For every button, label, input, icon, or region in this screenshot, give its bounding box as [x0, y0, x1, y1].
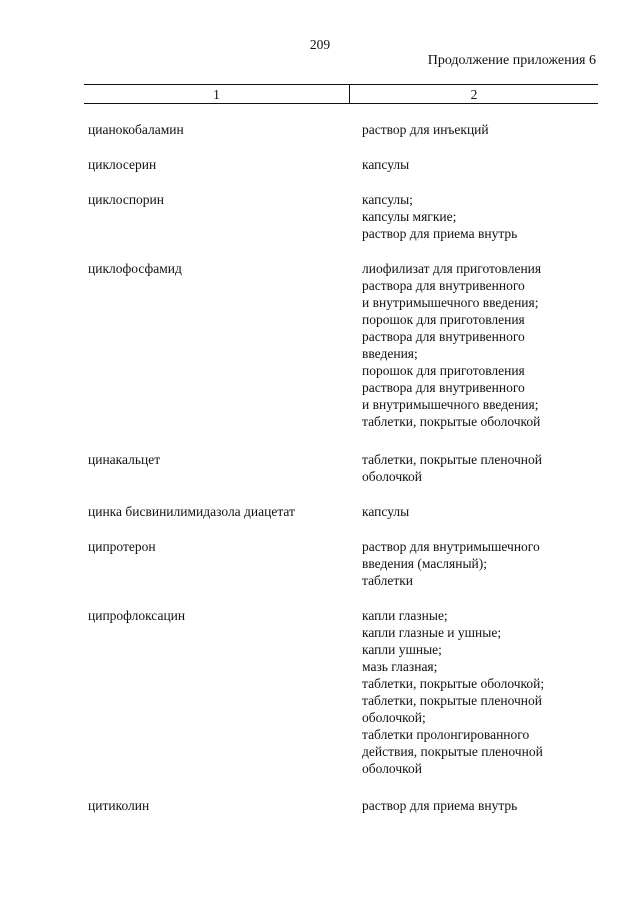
- dosage-forms: [362, 451, 612, 485]
- dosage-form-line: таблетки, покрытые оболочкой: [362, 414, 541, 429]
- dosage-form-line: капсулы;: [362, 192, 413, 207]
- dosage-form-line: раствора для внутривенного: [362, 329, 525, 344]
- dosage-forms: [362, 797, 612, 814]
- drug-name: ципрофлоксацин: [88, 608, 186, 623]
- dosage-form-line: таблетки, покрытые оболочкой;: [362, 676, 545, 691]
- dosage-form-line: раствор для приема внутрь: [362, 226, 518, 241]
- drug-name: цинакальцет: [88, 452, 161, 467]
- dosage-form-line: и внутримышечного введения;: [362, 397, 539, 412]
- dosage-form-line: оболочкой: [362, 469, 422, 484]
- dosage-form-line: и внутримышечного введения;: [362, 295, 539, 310]
- drug-name: цинка бисвинилимидазола диацетат: [88, 504, 295, 519]
- dosage-form-line: капсулы мягкие;: [362, 209, 457, 224]
- header-cell-2: 2: [470, 87, 478, 102]
- dosage-forms: [362, 121, 612, 138]
- dosage-forms: [362, 191, 612, 242]
- dosage-form-line: порошок для приготовления: [362, 312, 525, 327]
- dosage-form-line: оболочкой;: [362, 710, 426, 725]
- dosage-form-line: раствора для внутривенного: [362, 380, 525, 395]
- dosage-form-line: лиофилизат для приготовления: [362, 261, 542, 276]
- dosage-form-line: раствор для приема внутрь: [362, 798, 518, 813]
- header-cell-1: 1: [213, 87, 220, 102]
- dosage-form-line: капсулы: [362, 157, 410, 172]
- dosage-form-line: порошок для приготовления: [362, 363, 525, 378]
- dosage-form-line: оболочкой: [362, 761, 422, 776]
- dosage-forms: [362, 156, 612, 173]
- dosage-form-line: раствора для внутривенного: [362, 278, 525, 293]
- dosage-form-line: капсулы: [362, 504, 410, 519]
- drug-name: циклоспорин: [88, 192, 164, 207]
- page-number: 209: [309, 37, 331, 52]
- dosage-form-line: раствор для внутримышечного: [362, 539, 540, 554]
- dosage-form-line: таблетки, покрытые пленочной: [362, 693, 543, 708]
- dosage-form-line: раствор для инъекций: [362, 122, 489, 137]
- dosage-forms: [362, 538, 612, 589]
- continuation-title: Продолжение приложения 6: [427, 53, 596, 68]
- drug-name: цитиколин: [88, 798, 150, 813]
- dosage-form-line: таблетки, покрытые пленочной: [362, 452, 543, 467]
- dosage-form-line: введения (масляный);: [362, 556, 488, 571]
- drug-name: цианокобаламин: [88, 122, 184, 137]
- dosage-form-line: таблетки: [362, 573, 414, 588]
- dosage-form-line: действия, покрытые пленочной: [362, 744, 543, 759]
- dosage-form-line: капли ушные;: [362, 642, 442, 657]
- dosage-form-line: капли глазные;: [362, 608, 448, 623]
- dosage-form-line: таблетки пролонгированного: [362, 727, 530, 742]
- dosage-forms: [362, 503, 612, 520]
- drug-name: циклосерин: [88, 157, 157, 172]
- dosage-forms: [362, 607, 612, 777]
- dosage-form-line: введения;: [362, 346, 418, 361]
- drug-name: циклофосфамид: [88, 261, 182, 276]
- dosage-form-line: мазь глазная;: [362, 659, 438, 674]
- dosage-form-line: капли глазные и ушные;: [362, 625, 502, 640]
- table-header: [84, 84, 598, 104]
- drug-name: ципротерон: [88, 539, 156, 554]
- dosage-forms: [362, 260, 612, 430]
